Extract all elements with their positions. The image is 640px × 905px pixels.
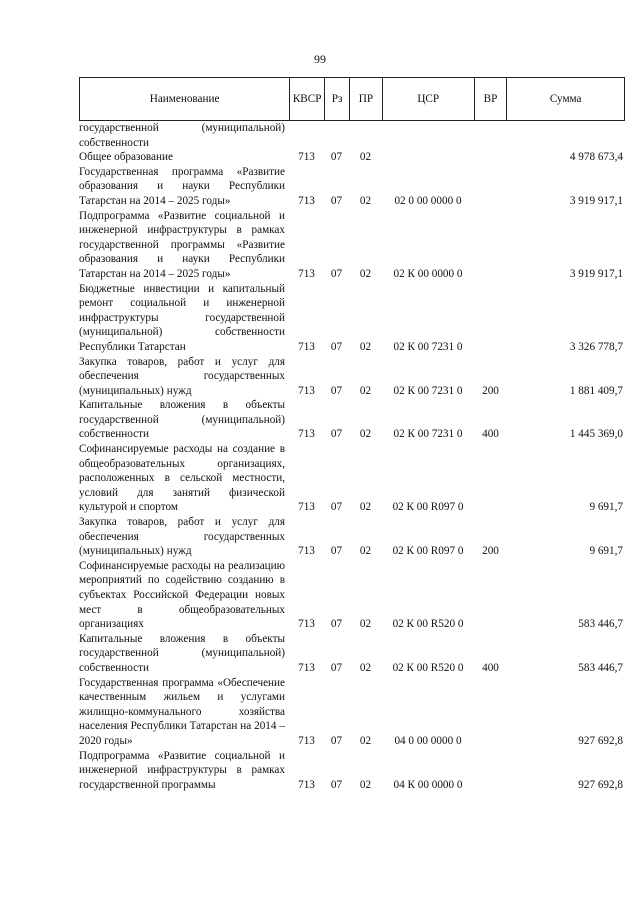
cell-pr: 02: [359, 778, 372, 791]
cell-rz: 07: [330, 618, 343, 631]
cell-pr: 02: [359, 734, 372, 747]
cell-sum: 9 691,7: [589, 545, 623, 558]
cell-name: Подпрограмма «Развитие социальной и инженерной инфраструктуры в рамках государственной программы: [79, 749, 285, 791]
table-row: [79, 515, 625, 559]
cell-sum: 3 919 917,1: [569, 267, 623, 280]
budget-table: [79, 77, 625, 792]
cell-rz: 07: [330, 340, 343, 353]
cell-sum: 927 692,8: [578, 734, 623, 747]
cell-name: Закупка товаров, работ и услуг для обеспечения государственных (муниципальных) нужд: [79, 355, 285, 397]
cell-vr: 200: [482, 545, 499, 558]
cell-rz: 07: [330, 194, 343, 207]
cell-sum: 3 919 917,1: [569, 194, 623, 207]
cell-name: Капитальные вложения в объекты государственной (муниципальной) собственности: [79, 399, 285, 441]
table-row: [79, 676, 625, 749]
cell-kvsr: 713: [298, 340, 315, 353]
cell-sum: 583 446,7: [578, 618, 623, 631]
cell-pr: 02: [359, 151, 372, 164]
cell-name: Подпрограмма «Развитие социальной и инженерной инфраструктуры в рамках государственной программы «Развитие образования и науки Республики Татарстан на 2014 – 2025 годы»: [79, 209, 285, 280]
cell-sum: 9 691,7: [589, 501, 623, 514]
header-sum: Сумма: [506, 78, 624, 120]
table-row: [79, 559, 625, 632]
cell-pr: 02: [359, 340, 372, 353]
cell-sum: 3 326 778,7: [569, 340, 623, 353]
cell-rz: 07: [330, 545, 343, 558]
table-row: [79, 442, 625, 515]
cell-vr: 200: [482, 384, 499, 397]
cell-rz: 07: [330, 778, 343, 791]
header-name: Наименование: [149, 92, 220, 105]
cell-sum: 1 881 409,7: [569, 384, 623, 397]
cell-csr: 02 К 00 R097 0: [392, 545, 464, 558]
cell-sum: 927 692,8: [578, 778, 623, 791]
cell-csr: 02 К 00 7231 0: [393, 340, 463, 353]
cell-rz: 07: [330, 151, 343, 164]
cell-name: Капитальные вложения в объекты государственной (муниципальной) собственности: [79, 632, 285, 674]
cell-name: Софинансируемые расходы на создание в общеобразовательных организациях, расположенных в сельской местности, условий для занятий физической культурой и спортом: [79, 443, 285, 514]
cell-rz: 07: [330, 267, 343, 280]
cell-csr: 02 К 00 7231 0: [393, 384, 463, 397]
cell-name: Закупка товаров, работ и услуг для обеспечения государственных (муниципальных) нужд: [79, 516, 285, 558]
table-row: [79, 165, 625, 209]
page-number: 99: [314, 52, 326, 66]
cell-pr: 02: [359, 501, 372, 514]
cell-csr: 02 К 00 R520 0: [392, 618, 464, 631]
cell-csr: 02 0 00 0000 0: [394, 194, 462, 207]
cell-name: Общее образование: [79, 151, 173, 164]
cell-name: Софинансируемые расходы на реализацию мероприятий по содействию созданию в субъектах Российской Федерации новых мест в общеобразовательных организациях: [79, 559, 285, 631]
cell-pr: 02: [359, 194, 372, 207]
cell-vr: 400: [482, 661, 499, 674]
table-row: [79, 632, 625, 676]
cell-sum: 583 446,7: [578, 661, 623, 674]
header-rz: Рз: [324, 78, 349, 120]
cell-kvsr: 713: [298, 384, 315, 397]
cell-pr: 02: [359, 545, 372, 558]
cell-name: Государственная программа «Развитие образования и науки Республики Татарстан на 2014 – 2025 годы»: [79, 165, 285, 207]
cell-kvsr: 713: [298, 194, 315, 207]
cell-rz: 07: [330, 428, 343, 441]
cell-kvsr: 713: [298, 778, 315, 791]
header-csr: ЦСР: [382, 78, 474, 120]
cell-vr: 400: [482, 428, 499, 441]
cell-kvsr: 713: [298, 151, 315, 164]
cell-kvsr: 713: [298, 618, 315, 631]
cell-rz: 07: [330, 501, 343, 514]
cell-csr: 02 К 00 0000 0: [393, 267, 463, 280]
cell-pr: 02: [359, 384, 372, 397]
table-row: [79, 150, 625, 165]
cell-kvsr: 713: [298, 545, 315, 558]
cell-csr: 02 К 00 7231 0: [393, 428, 463, 441]
cell-kvsr: 713: [298, 428, 315, 441]
cell-rz: 07: [330, 734, 343, 747]
table-row: [79, 121, 625, 150]
table-header: [79, 77, 625, 121]
header-pr: ПР: [349, 78, 382, 120]
cell-kvsr: 713: [298, 661, 315, 674]
cell-name: государственной (муниципальной) собственности: [79, 122, 285, 149]
cell-csr: 04 0 00 0000 0: [394, 734, 462, 747]
cell-csr: 02 К 00 R520 0: [392, 661, 464, 674]
cell-pr: 02: [359, 428, 372, 441]
cell-name: Государственная программа «Обеспечение качественным жильем и услугами жилищно-коммунального хозяйства населения Республики Татарстан на 2014 – 2020 годы»: [79, 676, 285, 747]
cell-kvsr: 713: [298, 501, 315, 514]
cell-csr: 02 К 00 R097 0: [392, 501, 464, 514]
table-row: [79, 209, 625, 282]
cell-kvsr: 713: [298, 734, 315, 747]
cell-kvsr: 713: [298, 267, 315, 280]
cell-csr: 04 К 00 0000 0: [393, 778, 463, 791]
cell-name: Бюджетные инвестиции и капитальный ремонт социальной и инженерной инфраструктуры государственной (муниципальной) собственности Республики Татарстан: [79, 282, 285, 353]
table-row: [79, 749, 625, 793]
table-body: [79, 121, 625, 792]
header-vr: ВР: [474, 78, 507, 120]
cell-sum: 1 445 369,0: [569, 428, 623, 441]
cell-rz: 07: [330, 661, 343, 674]
cell-sum: 4 978 673,4: [569, 151, 623, 164]
cell-pr: 02: [359, 661, 372, 674]
cell-pr: 02: [359, 267, 372, 280]
table-row: [79, 355, 625, 399]
table-row: [79, 398, 625, 442]
header-kvsr: КВСР: [289, 78, 324, 120]
cell-pr: 02: [359, 618, 372, 631]
table-row: [79, 282, 625, 355]
cell-rz: 07: [330, 384, 343, 397]
